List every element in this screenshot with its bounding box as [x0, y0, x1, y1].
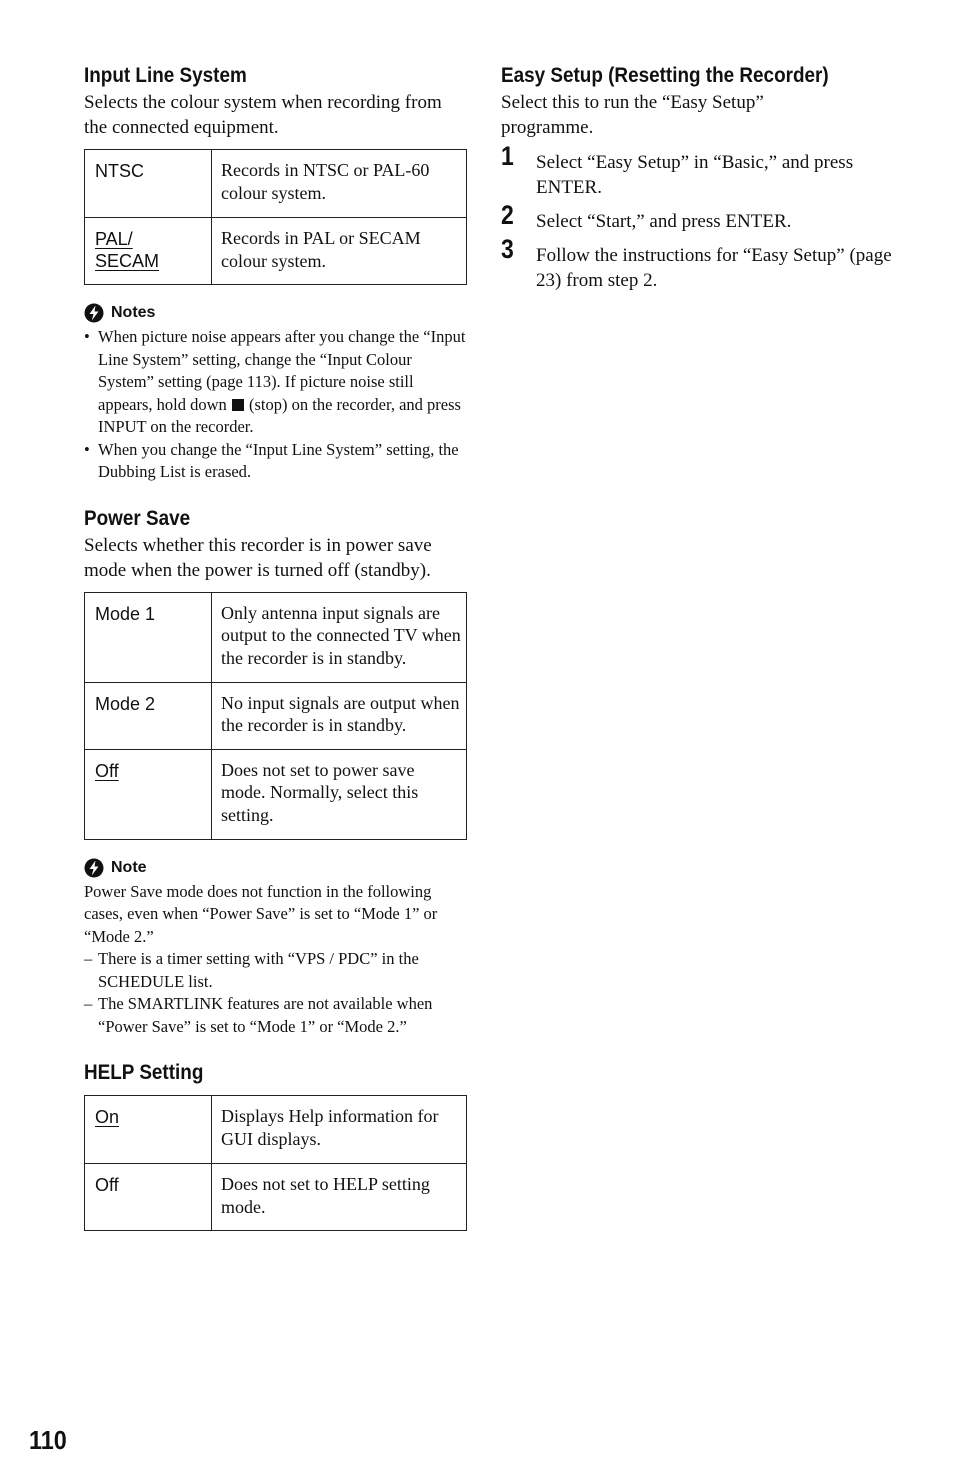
input-line-system-heading: Input Line System	[84, 64, 247, 87]
option-description: Only antenna input signals are output to the connected TV when the recorder is in standby.	[212, 592, 467, 682]
option-key-label: NTSC	[95, 161, 144, 181]
notes-heading	[84, 302, 468, 324]
step-number: 2	[501, 200, 514, 230]
option-key-label-default: Off	[95, 760, 119, 781]
step-item	[501, 234, 901, 293]
input-line-system-description: Selects the colour system when recording from the connected equipment.	[84, 92, 442, 138]
option-key-label-default: PAL/	[95, 229, 133, 249]
note-text-post: (stop) on the recorder, and press INPUT on the recorder.	[98, 394, 461, 436]
option-description: Records in NTSC or PAL-60 colour system.	[212, 150, 467, 218]
option-description: Does not set to HELP setting mode.	[212, 1164, 467, 1231]
table-row	[85, 592, 467, 682]
note-item-text: The SMARTLINK features are not available when “Power Save” is set to “Mode 1” or “Mode 2.”	[98, 994, 433, 1036]
stop-icon	[232, 399, 244, 411]
step-number: 3	[501, 234, 514, 264]
note-text-pre: When picture noise appears after you change the “Input Line System” setting, change the “Input Colour System” setting (page 113). If picture noise still appears, hold down	[98, 327, 466, 414]
right-column	[501, 62, 901, 293]
option-key-label-default: On	[95, 1107, 120, 1127]
notes-list	[84, 326, 468, 484]
list-item: • When picture noise appears after you change the “Input Line System” setting, change the “Input Colour System” setting (page 113). If picture noise still appears, hold down (stop) on the recorder, and press INPUT on the recorder.	[84, 327, 466, 436]
option-key: Off	[85, 1164, 212, 1231]
easy-setup-steps	[501, 141, 901, 293]
note-heading	[84, 857, 468, 879]
option-key: Mode 1	[85, 592, 212, 682]
step-text: Follow the instructions for “Easy Setup” (page 23) from step 2.	[536, 245, 892, 291]
left-column	[84, 62, 468, 1231]
option-key: Mode 2	[85, 682, 212, 749]
power-save-heading: Power Save	[84, 506, 191, 530]
note-text: When you change the “Input Line System” setting, the Dubbing List is erased.	[98, 439, 459, 481]
notes-label: Notes	[111, 304, 156, 321]
note-icon	[84, 303, 104, 323]
step-text: Select “Easy Setup” in “Basic,” and press ENTER.	[536, 152, 854, 198]
option-description: Displays Help information for GUI displays.	[212, 1096, 467, 1164]
power-save-description: Selects whether this recorder is in power save mode when the power is turned off (standby).	[84, 534, 432, 581]
option-key	[85, 218, 212, 285]
table-row	[85, 1164, 467, 1231]
easy-setup-description: Select this to run the “Easy Setup” programme.	[501, 92, 764, 138]
help-setting-table	[84, 1095, 467, 1231]
list-item: – There is a timer setting with “VPS / PDC” in the SCHEDULE list.	[84, 949, 419, 991]
step-item	[501, 141, 901, 200]
list-item: • When you change the “Input Line System” setting, the Dubbing List is erased.	[84, 439, 459, 481]
list-item: – The SMARTLINK features are not available when “Power Save” is set to “Mode 1” or “Mode 2.”	[84, 994, 433, 1036]
option-key	[85, 749, 212, 839]
option-description: Records in PAL or SECAM colour system.	[212, 218, 467, 285]
note-label: Note	[111, 858, 147, 876]
option-description: Does not set to power save mode. Normally, select this setting.	[212, 749, 467, 839]
table-row	[85, 1096, 467, 1164]
option-key	[85, 1096, 212, 1164]
option-key-label-default-line2: SECAM	[95, 251, 160, 271]
option-description: No input signals are output when the recorder is in standby.	[212, 682, 467, 749]
easy-setup-heading: Easy Setup (Resetting the Recorder)	[501, 64, 829, 87]
step-item	[501, 200, 901, 234]
table-row	[85, 150, 467, 218]
table-row	[85, 218, 467, 285]
step-text: Select “Start,” and press ENTER.	[536, 211, 792, 232]
input-line-system-table	[84, 149, 467, 285]
option-key	[85, 150, 212, 218]
note-icon	[84, 858, 104, 878]
step-number: 1	[501, 141, 514, 171]
note-text: Power Save mode does not function in the following cases, even when “Power Save” is set to “Mode 1” or “Mode 2.”	[84, 881, 438, 946]
table-row	[85, 749, 467, 839]
table-row	[85, 682, 467, 749]
note-item-text: There is a timer setting with “VPS / PDC” in the SCHEDULE list.	[98, 949, 419, 991]
help-setting-heading: HELP Setting	[84, 1061, 204, 1084]
power-save-table	[84, 592, 467, 840]
note-list	[84, 948, 468, 1038]
page-number: 110	[29, 1425, 67, 1455]
